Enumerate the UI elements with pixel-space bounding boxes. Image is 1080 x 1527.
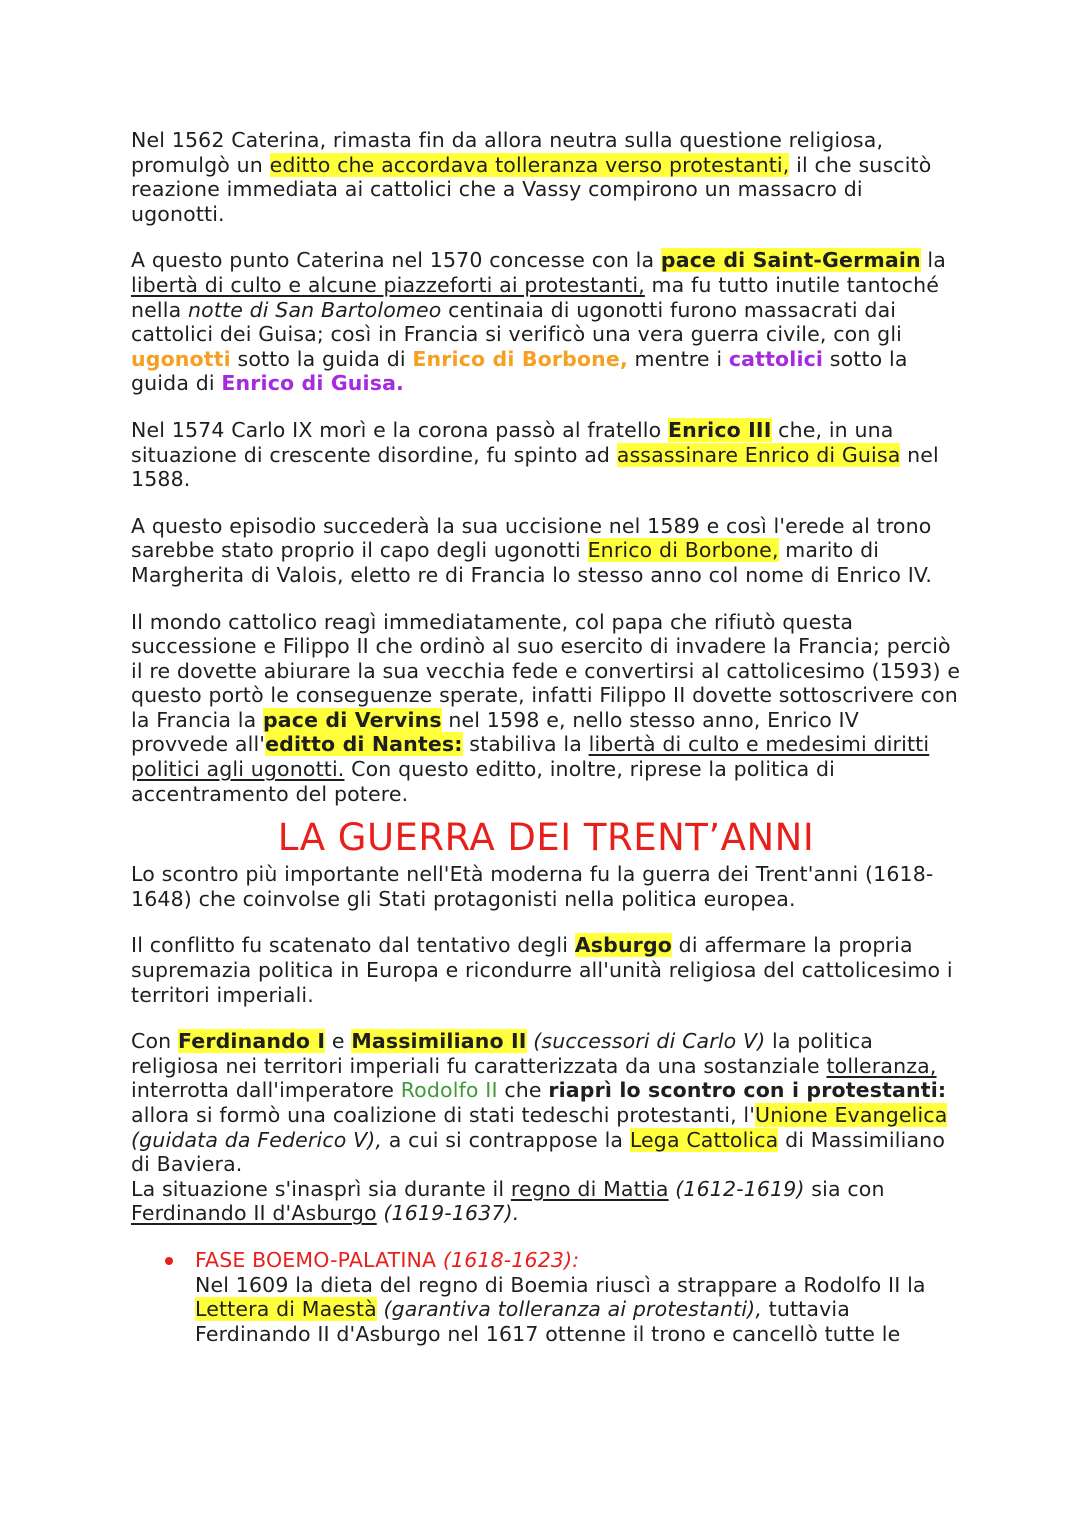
bold-text: riaprì lo scontro con i protestanti: xyxy=(548,1078,947,1103)
text: di affermare la propria supremazia politica in Europa e ricondurre all'unità religiosa del cattolicesimo i territori imperiali. xyxy=(131,933,953,1007)
text: stabiliva la xyxy=(462,732,589,757)
text: nel 1588. xyxy=(131,442,939,492)
text: Il mondo cattolico reagì immediatamente, col papa che rifiutò questa successione e Filippo II che ordinò al suo esercito di invadere la Francia; perciò il re dovette abiurare la sua vecchia fede e convertirsi al cattolicesimo (1593) e questo portò le conseguenze sperate, infatti Filippo II dovette sottoscrivere con la Francia la xyxy=(131,609,961,732)
text: sotto la guida di xyxy=(230,346,413,371)
orange-enrico-borbone: Enrico di Borbone, xyxy=(412,346,628,371)
highlight-unione-evangelica: Unione Evangelica xyxy=(755,1103,948,1127)
text: sotto la guida di xyxy=(131,346,908,396)
text: Nel 1562 Caterina, rimasta fin da allora neutra sulla questione religiosa, promulgò un xyxy=(131,128,884,177)
text: Con questo editto, inoltre, riprese la politica di accentramento del potere. xyxy=(131,757,835,806)
paragraph-saint-germain xyxy=(131,248,961,396)
highlight-lettera-maesta: Lettera di Maestà xyxy=(195,1297,377,1322)
paragraph-mattia xyxy=(131,1177,961,1226)
italic-text: (successori di Carlo V) xyxy=(526,1029,766,1054)
text: ma fu tutto inutile tantoché nella xyxy=(131,272,939,322)
underline-text: libertà di culto e alcune piazzeforti ai protestanti, xyxy=(131,272,645,297)
italic-text: (garantiva tolleranza ai protestanti), xyxy=(376,1297,762,1322)
text: la politica religiosa nei territori imperiali fu caratterizzata da una sostanziale xyxy=(131,1029,873,1078)
text: che, in una situazione di crescente disordine, fu spinto ad xyxy=(131,417,894,467)
text: mentre i xyxy=(627,346,729,371)
underline-text: regno di Mattia xyxy=(510,1176,669,1201)
highlight: assassinare Enrico di Guisa xyxy=(616,442,901,467)
text: interrotta dall'imperatore xyxy=(131,1078,401,1103)
text: che xyxy=(497,1078,549,1103)
text: Nel 1574 Carlo IX morì e la corona passò al fratello xyxy=(131,417,668,442)
paragraph-trent-anni: Lo scontro più importante nell'Età moderna fu la guerra dei Trent'anni (1618-1648) che coinvolse gli Stati protagonisti nella politica europea. xyxy=(131,862,934,911)
text: Nel 1609 la dieta del regno di Boemia riuscì a strappare a Rodolfo II la xyxy=(195,1272,926,1297)
purple-enrico-guisa: Enrico di Guisa. xyxy=(221,371,404,396)
green-rodolfo-ii: Rodolfo II xyxy=(400,1078,498,1103)
underline-text: tolleranza, xyxy=(826,1053,937,1078)
text: allora si formò una coalizione di stati tedeschi protestanti, l' xyxy=(131,1103,756,1127)
text: a cui si contrappose la xyxy=(382,1127,630,1152)
paragraph-nantes xyxy=(131,610,961,807)
phase-title: FASE BOEMO-PALATINA xyxy=(195,1247,437,1272)
text: A questo episodio succederà la sua uccisione nel 1589 e così l'erede al trono sarebbe stato proprio il capo degli ugonotti xyxy=(131,513,932,563)
text: Con xyxy=(131,1029,178,1054)
highlight-editto-nantes: editto di Nantes: xyxy=(265,732,463,757)
text: di Massimiliano di Baviera. xyxy=(131,1127,946,1177)
highlight-pace-vervins: pace di Vervins xyxy=(262,707,442,732)
italic-text: (1619-1637). xyxy=(376,1201,520,1226)
text: e xyxy=(325,1029,352,1054)
text: la xyxy=(920,248,946,273)
paragraph-enrico-iii xyxy=(131,418,961,492)
text: centinaia di ugonotti furono massacrati dai cattolici dei Guisa; così in Francia si verificò una vera guerra civile, con gli xyxy=(131,297,903,347)
phase-list xyxy=(131,1248,961,1346)
text: nel 1598 e, nello stesso anno, Enrico IV provvede all' xyxy=(131,707,859,757)
highlight-pace-saint-germain: pace di Saint-Germain xyxy=(660,248,921,273)
paragraph-caterina-1562 xyxy=(131,128,961,226)
highlight-asburgo: Asburgo xyxy=(574,933,673,958)
document-body xyxy=(131,128,961,1346)
italic-text: (guidata da Federico V), xyxy=(131,1127,383,1152)
phase-dates: (1618-1623): xyxy=(436,1247,580,1272)
text: sia con xyxy=(804,1176,885,1201)
list-item xyxy=(195,1248,961,1346)
underline-text: libertà di culto e medesimi diritti politici agli ugonotti. xyxy=(131,732,930,782)
highlight-ferdinando-i: Ferdinando I xyxy=(177,1029,326,1054)
text: il che suscitò reazione immediata ai cattolici che a Vassy compirono un massacro di ugonotti. xyxy=(131,152,932,226)
underline-text: Ferdinando II d'Asburgo xyxy=(131,1201,377,1226)
text: Il conflitto fu scatenato dal tentativo degli xyxy=(131,933,575,958)
highlight: Enrico di Borbone, xyxy=(587,538,779,563)
italic-text: (1612-1619) xyxy=(668,1176,805,1201)
italic-text: notte di San Bartolomeo xyxy=(187,297,442,322)
paragraph-ferdinando xyxy=(131,1029,961,1177)
text: marito di Margherita di Valois, eletto re di Francia lo stesso anno col nome di Enrico IV. xyxy=(131,538,933,587)
bullet-dot-icon xyxy=(165,1257,173,1265)
orange-ugonotti: ugonotti xyxy=(131,346,231,371)
highlight-lega-cattolica: Lega Cattolica xyxy=(629,1127,779,1152)
text: La situazione s'inasprì sia durante il xyxy=(131,1176,511,1201)
highlight-massimiliano-ii: Massimiliano II xyxy=(351,1029,527,1054)
text: A questo punto Caterina nel 1570 concesse con la xyxy=(131,248,661,273)
text: tuttavia Ferdinando II d'Asburgo nel 1617 ottenne il trono e cancellò tutte le xyxy=(195,1297,901,1346)
highlight-enrico-iii: Enrico III xyxy=(668,417,772,442)
paragraph-asburgo xyxy=(131,933,961,1007)
purple-cattolici: cattolici xyxy=(728,346,824,371)
paragraph-enrico-iv xyxy=(131,514,961,588)
highlight: editto che accordava tolleranza verso protestanti, xyxy=(269,152,790,177)
section-heading: LA GUERRA DEI TRENT’ANNI xyxy=(277,816,815,860)
